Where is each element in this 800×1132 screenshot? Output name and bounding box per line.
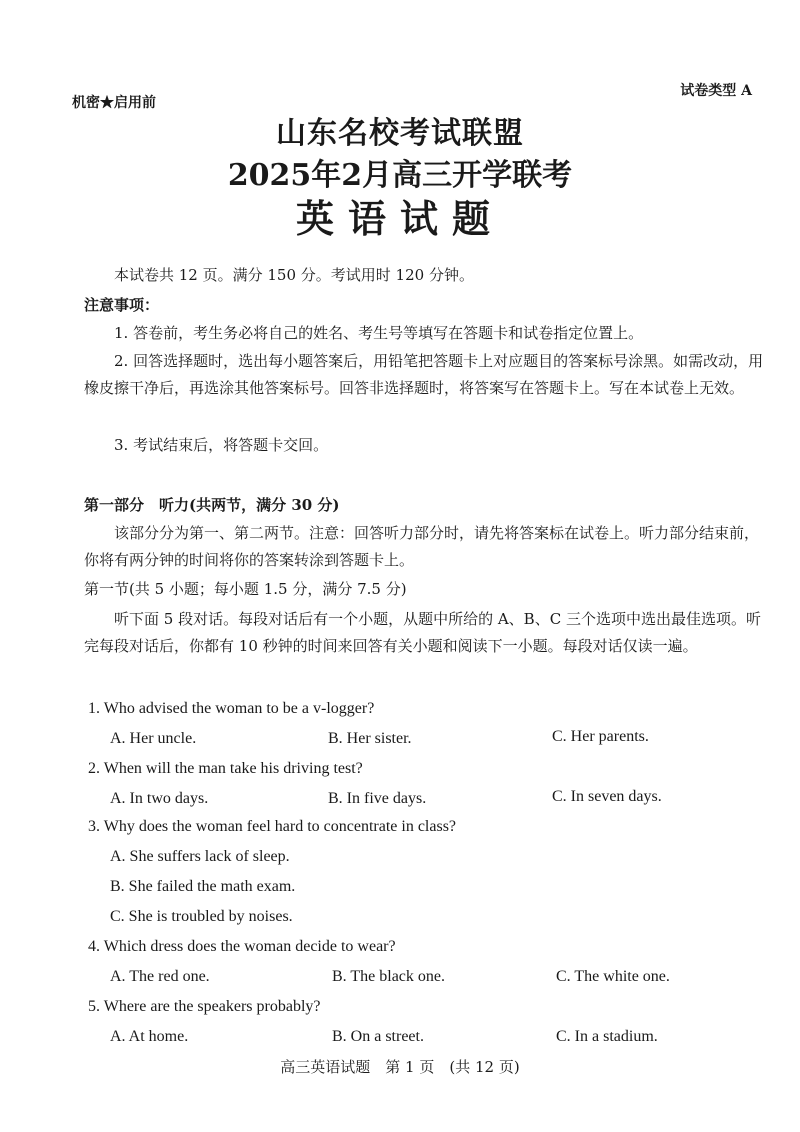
question-2: 2. When will the man take his driving test? — [88, 760, 363, 777]
subject-title: 英语试题 — [295, 196, 504, 241]
option-3a: A. She suffers lack of sleep. — [110, 848, 290, 865]
part1-heading: 第一部分 听力(共两节，满分 30 分) — [84, 496, 340, 514]
question-3: 3. Why does the woman feel hard to concentrate in class? — [88, 818, 457, 835]
exam-date-title: 2025年2月高三开学联考 — [227, 158, 573, 193]
option-5a: A. At home. — [110, 1028, 189, 1045]
option-3b: B. She failed the math exam. — [110, 878, 296, 895]
note-3: 3. 考试结束后，将答题卡交回。 — [114, 436, 329, 454]
option-5b: B. On a street. — [332, 1028, 424, 1045]
page-footer: 高三英语试题 第 1 页 (共 12 页) — [280, 1058, 520, 1076]
option-4c: C. The white one. — [556, 968, 670, 985]
note-1: 1. 答卷前，考生务必将自己的姓名、考生号等填写在答题卡和试卷指定位置上。 — [114, 324, 644, 342]
option-2c: C. In seven days. — [552, 788, 662, 805]
option-1c: C. Her parents. — [552, 728, 649, 745]
option-3c: C. She is troubled by noises. — [110, 908, 293, 925]
part1-description: 该部分分为第一、第二两节。注意：回答听力部分时，请先将答案标在试卷上。听力部分结束前，你将有两分钟的时间将你的答案转涂到答题卡上。 — [84, 524, 760, 569]
confidential-mark: 机密★启用前 — [72, 95, 156, 111]
notes-heading: 注意事项： — [84, 296, 160, 314]
option-1b: B. Her sister. — [328, 730, 412, 747]
note-2: 2. 回答选择题时，选出每小题答案后，用铅笔把答题卡上对应题目的答案标号涂黑。如需改动，用橡皮擦干净后，再选涂其他答案标号。回答非选择题时，将答案写在答题卡上。写在本试卷上无效。 — [84, 352, 764, 397]
exam-info: 本试卷共 12 页。满分 150 分。考试用时 120 分钟。 — [114, 266, 474, 284]
option-1a: A. Her uncle. — [110, 730, 197, 747]
section1-description: 听下面 5 段对话。每段对话后有一个小题，从题中所给的 A、B、C 三个选项中选出最佳选项。听完每段对话后，你都有 10 秒钟的时间来回答有关小题和阅读下一小题。每段对话仅读一遍。 — [84, 610, 761, 655]
option-4a: A. The red one. — [110, 968, 210, 985]
option-2b: B. In five days. — [328, 790, 427, 807]
question-5: 5. Where are the speakers probably? — [88, 998, 321, 1015]
section1-heading: 第一节(共 5 小题；每小题 1.5 分，满分 7.5 分) — [84, 580, 407, 598]
question-4: 4. Which dress does the woman decide to wear? — [88, 938, 396, 955]
question-1: 1. Who advised the woman to be a v-logger? — [88, 700, 375, 717]
option-4b: B. The black one. — [332, 968, 446, 985]
option-2a: A. In two days. — [110, 790, 209, 807]
paper-type-label: 试卷类型 A — [680, 83, 752, 99]
option-5c: C. In a stadium. — [556, 1028, 658, 1045]
exam-organizer-title: 山东名校考试联盟 — [276, 116, 524, 151]
